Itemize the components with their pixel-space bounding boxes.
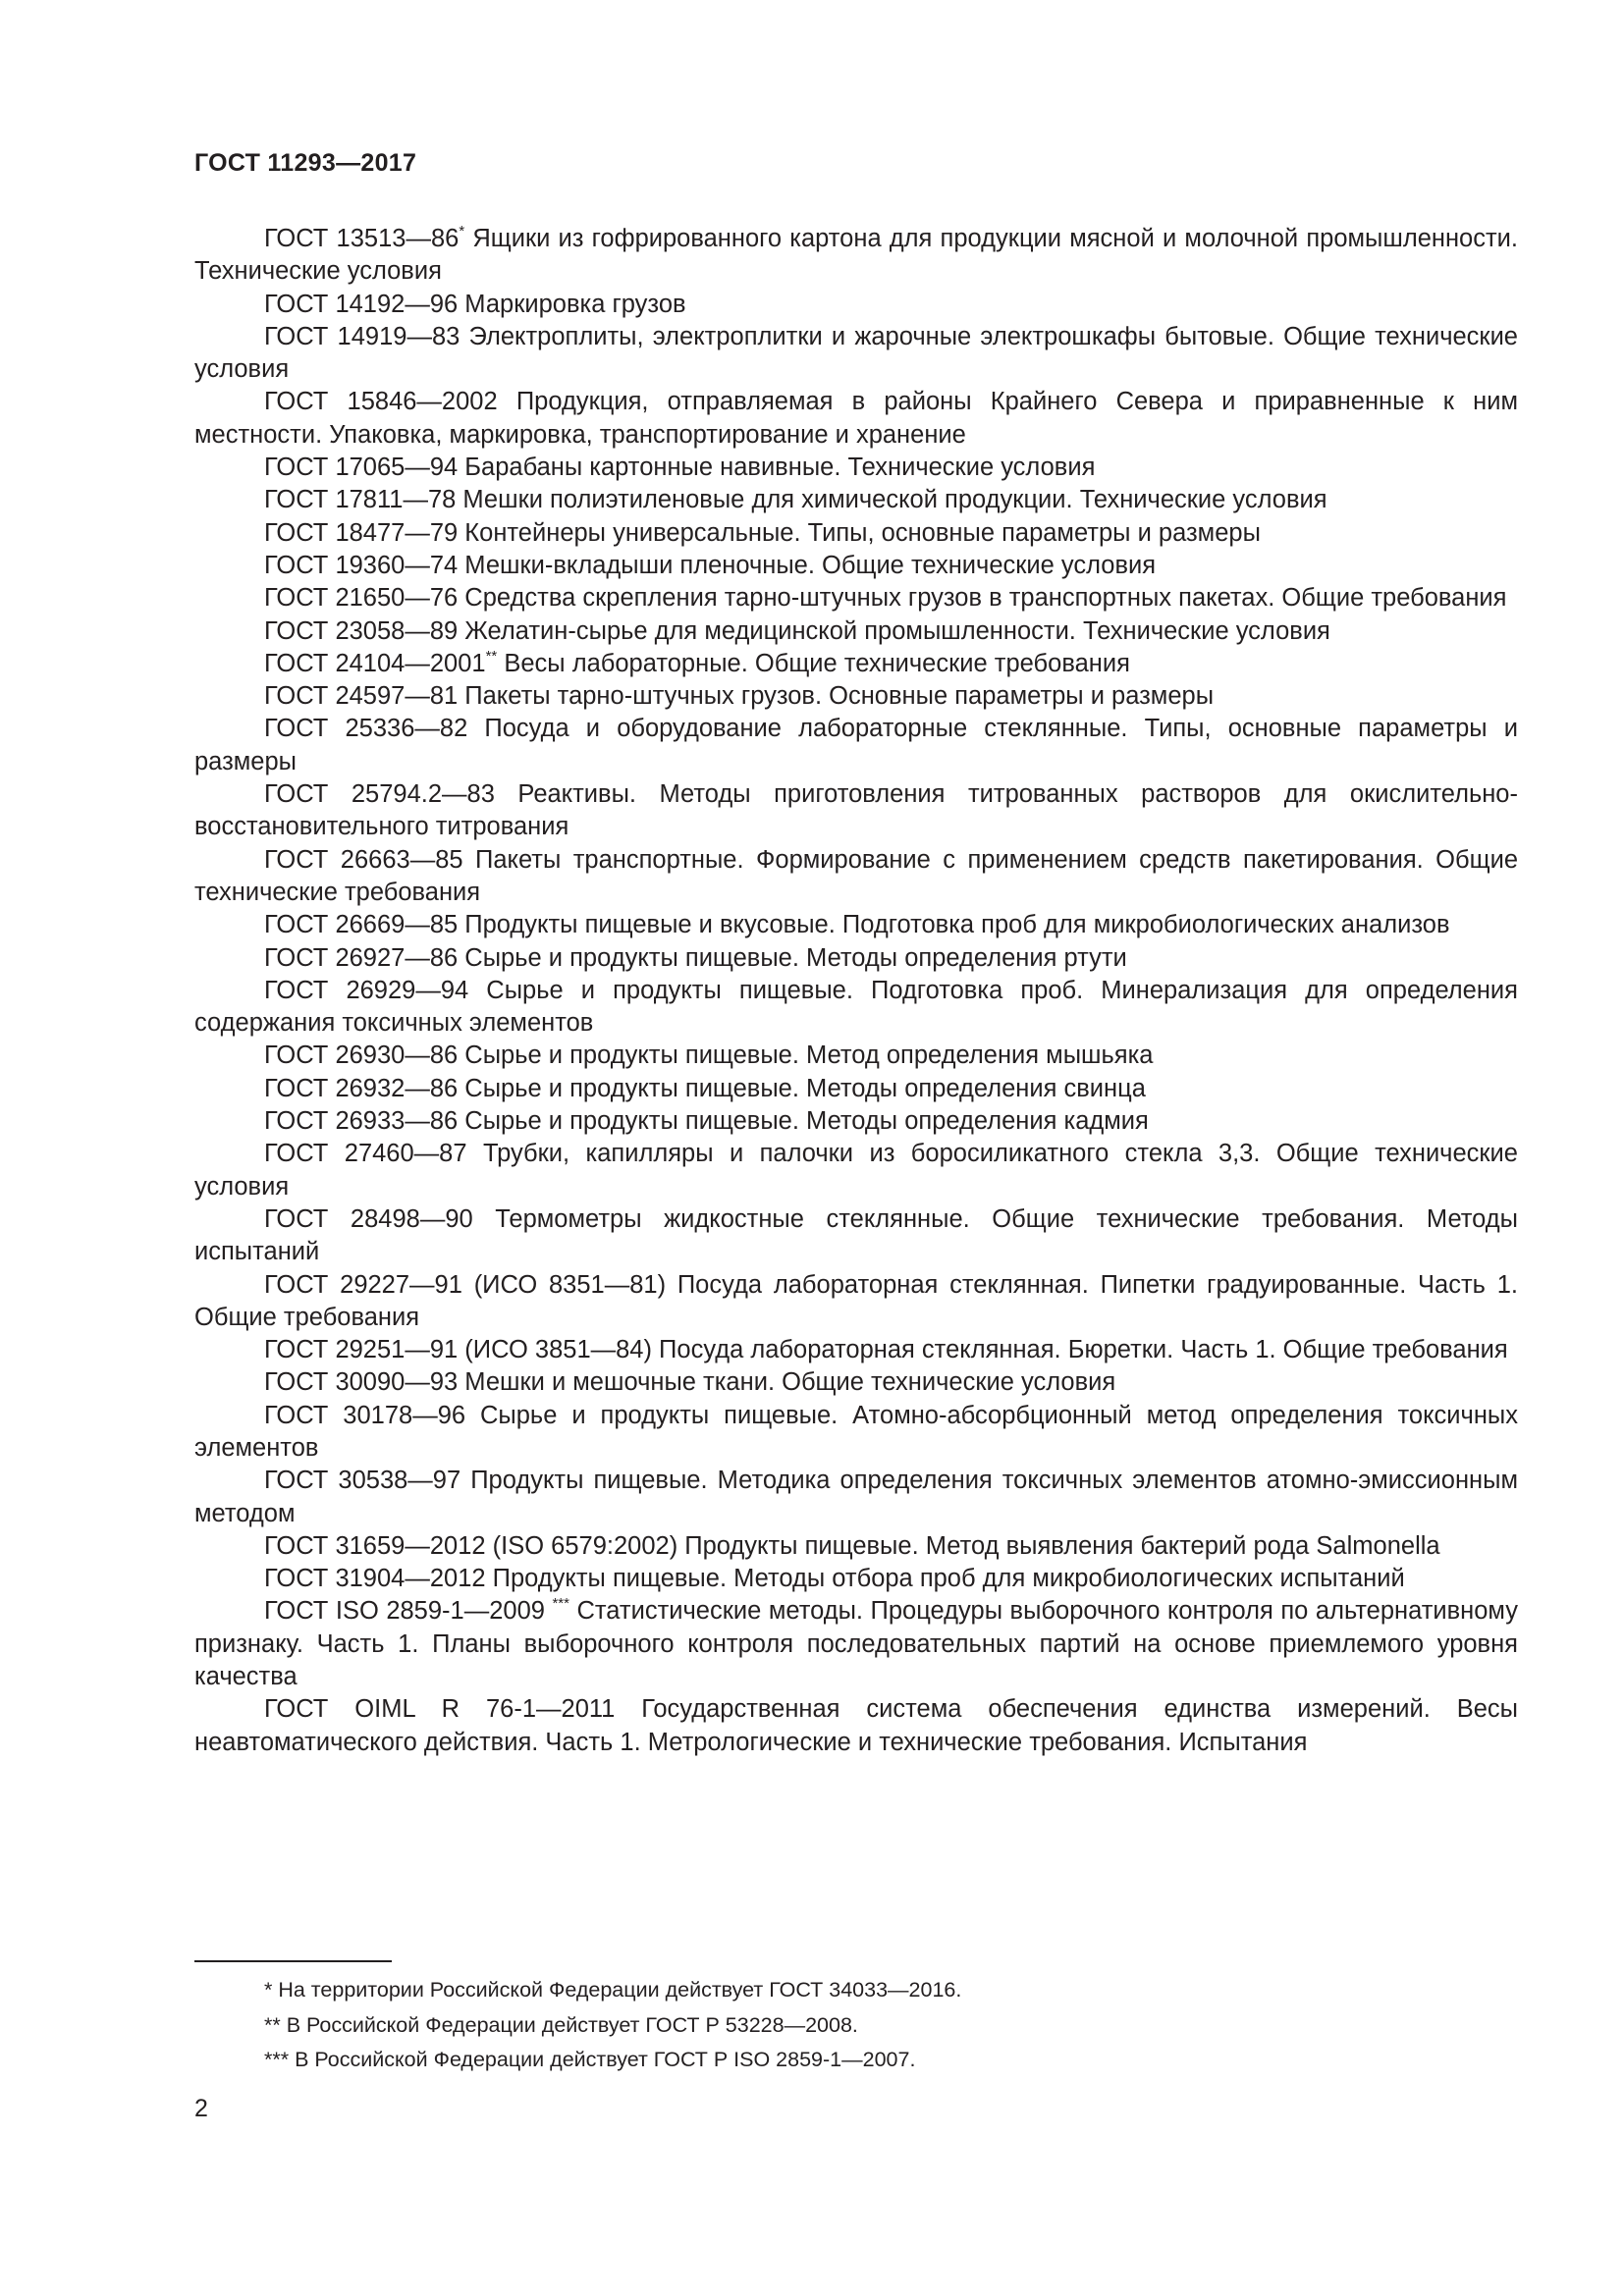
reference-entry: [194, 1040, 1518, 1072]
reference-text: ГОСТ 17811—78 Мешки полиэтиленовые для химической продукции. Технические условия: [264, 486, 1327, 514]
reference-text: ГОСТ 26927—86 Сырье и продукты пищевые. Методы определения ртути: [264, 943, 1127, 972]
reference-text: ГОСТ 19360—74 Мешки-вкладыши пленочные. Общие технические условия: [264, 551, 1157, 579]
reference-entry: [194, 1400, 1518, 1466]
page-header-standard-code: ГОСТ 11293—2017: [194, 149, 417, 177]
reference-text: ГОСТ 23058—89 Желатин-сырье для медицинской промышленности. Технические условия: [264, 616, 1330, 645]
reference-text: ГОСТ 29251—91 (ИСО 3851—84) Посуда лабораторная стеклянная. Бюретки. Часть 1. Общие требования: [264, 1336, 1508, 1364]
reference-entry: [194, 615, 1518, 648]
footnote-item: * На территории Российской Федерации действует ГОСТ 34033—2016.: [264, 1978, 962, 2002]
footnote-item: *** В Российской Федерации действует ГОСТ Р ISO 2859-1—2007.: [264, 2048, 916, 2071]
reference-text: ГОСТ 26929—94 Сырье и продукты пищевые. Подготовка проб. Минерализация для определения содержания токсичных элементов: [194, 976, 1518, 1038]
reference-text: ГОСТ 26930—86 Сырье и продукты пищевые. Метод определения мышьяка: [264, 1041, 1154, 1070]
reference-entry: [194, 1563, 1518, 1595]
reference-entry: [194, 1203, 1518, 1269]
reference-text: ГОСТ 18477—79 Контейнеры универсальные. Типы, основные параметры и размеры: [264, 518, 1261, 547]
footnotes: [194, 1973, 1518, 2078]
reference-entry: [194, 844, 1518, 910]
reference-entry: [194, 582, 1518, 614]
page-number: 2: [194, 2095, 208, 2122]
reference-text: ГОСТ 13513—86: [264, 225, 460, 252]
reference-entry: [194, 975, 1518, 1041]
reference-entry: [194, 1138, 1518, 1203]
reference-entry: [194, 452, 1518, 484]
reference-text: ГОСТ 28498—90 Термометры жидкостные стеклянные. Общие технические требования. Методы испытаний: [194, 1204, 1518, 1266]
reference-text: ГОСТ 27460—87 Трубки, капилляры и палочки из боросиликатного стекла 3,3. Общие технические условия: [194, 1140, 1518, 1201]
reference-text-continued: Весы лабораторные. Общие технические требования: [497, 649, 1130, 677]
reference-text: ГОСТ 26663—85 Пакеты транспортные. Формирование с применением средств пакетирования. Общие технические требования: [194, 845, 1518, 906]
reference-text: ГОСТ 26669—85 Продукты пищевые и вкусовые. Подготовка проб для микробиологических анализов: [264, 911, 1450, 939]
reference-text: ГОСТ 26933—86 Сырье и продукты пищевые. Методы определения кадмия: [264, 1107, 1149, 1136]
reference-text: ГОСТ 21650—76 Средства скрепления тарно-штучных грузов в транспортных пакетах. Общие требования: [264, 584, 1507, 613]
reference-entry: [194, 550, 1518, 582]
reference-text: ГОСТ ISO 2859-1—2009: [264, 1597, 553, 1626]
reference-entry: [194, 680, 1518, 713]
reference-entry: [194, 1465, 1518, 1530]
reference-entry: [194, 321, 1518, 387]
reference-entry: [194, 1105, 1518, 1138]
reference-text: ГОСТ 30538—97 Продукты пищевые. Методика определения токсичных элементов атомно-эмиссионным методом: [194, 1467, 1518, 1527]
reference-text: ГОСТ 26932—86 Сырье и продукты пищевые. Методы определения свинца: [264, 1074, 1146, 1102]
reference-entry: [194, 778, 1518, 844]
reference-entry: [194, 223, 1518, 289]
reference-text: ГОСТ 30178—96 Сырье и продукты пищевые. Атомно-абсорбционный метод определения токсичных элементов: [194, 1401, 1518, 1462]
reference-entry: [194, 517, 1518, 550]
reference-text: ГОСТ 31904—2012 Продукты пищевые. Методы отбора проб для микробиологических испытаний: [264, 1565, 1405, 1593]
footnote-marker: ***: [552, 1595, 569, 1613]
reference-entry: [194, 1269, 1518, 1335]
reference-text: ГОСТ 24597—81 Пакеты тарно-штучных грузов. Основные параметры и размеры: [264, 682, 1215, 711]
reference-text: ГОСТ 29227—91 (ИСО 8351—81) Посуда лабораторная стеклянная. Пипетки градуированные. Часть 1. Общие требования: [194, 1270, 1518, 1331]
reference-text: ГОСТ 17065—94 Барабаны картонные навивные. Технические условия: [264, 454, 1096, 482]
reference-text: ГОСТ 24104—2001: [264, 649, 486, 677]
reference-text: ГОСТ 25336—82 Посуда и оборудование лабораторные стеклянные. Типы, основные параметры и размеры: [194, 715, 1518, 775]
footnote-item: ** В Российской Федерации действует ГОСТ Р 53228—2008.: [264, 2012, 858, 2037]
reference-entry: [194, 1693, 1518, 1759]
normative-references-list: [194, 223, 1518, 1759]
reference-text-continued: Статистические методы. Процедуры выборочного контроля по альтернативному признаку. Часть 1. Планы выборочного контроля последовательных партий на основе приемлемого уровня качества: [194, 1597, 1519, 1691]
reference-text: ГОСТ 31659—2012 (ISO 6579:2002) Продукты пищевые. Метод выявления бактерий рода Salmonella: [264, 1531, 1440, 1560]
reference-entry: [194, 648, 1518, 680]
footnote-marker: *: [459, 223, 465, 240]
footnote-separator: [194, 1960, 392, 1962]
reference-text: ГОСТ 30090—93 Мешки и мешочные ткани. Общие технические условия: [264, 1368, 1116, 1397]
reference-entry: [194, 1366, 1518, 1399]
reference-text: ГОСТ 14192—96 Маркировка грузов: [264, 290, 686, 318]
reference-text: ГОСТ OIML R 76-1—2011 Государственная система обеспечения единства измерений. Весы неавтоматического действия. Часть 1. Метрологические и технические требования. Испытания: [194, 1695, 1518, 1756]
reference-entry: [194, 386, 1518, 452]
reference-entry: [194, 1595, 1518, 1693]
reference-text: ГОСТ 15846—2002 Продукция, отправляемая в районы Крайнего Севера и приравненные к ним местности. Упаковка, маркировка, транспортирование и хранение: [194, 388, 1518, 449]
reference-entry: [194, 289, 1518, 321]
reference-entry: [194, 1530, 1518, 1563]
reference-text: ГОСТ 14919—83 Электроплиты, электроплитки и жарочные электрошкафы бытовые. Общие технические условия: [194, 322, 1518, 384]
reference-entry: [194, 909, 1518, 941]
reference-entry: [194, 1334, 1518, 1366]
footnote-marker: **: [485, 647, 498, 665]
reference-entry: [194, 942, 1518, 975]
reference-entry: [194, 713, 1518, 778]
reference-entry: [194, 1073, 1518, 1105]
reference-text: ГОСТ 25794.2—83 Реактивы. Методы приготовления титрованных растворов для окислительно-восстановительного титрования: [194, 780, 1518, 841]
reference-entry: [194, 484, 1518, 516]
reference-text-continued: Ящики из гофрированного картона для продукции мясной и молочной промышленности. Технические условия: [194, 225, 1518, 286]
